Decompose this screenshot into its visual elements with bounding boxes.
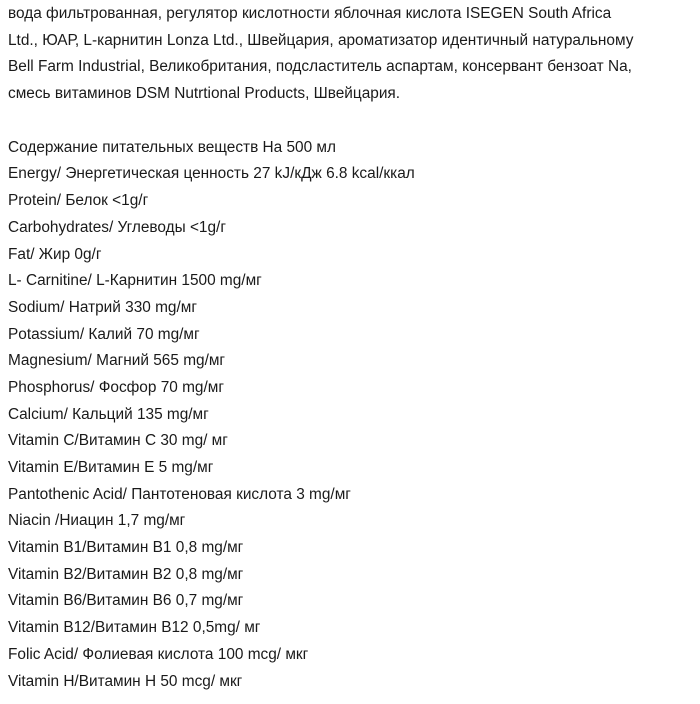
nutrition-row-carbohydrates: Carbohydrates/ Углеводы <1g/г	[8, 218, 226, 236]
nutrition-row-magnesium: Magnesium/ Магний 565 mg/мг	[8, 352, 226, 370]
nutrition-row-phosphorus: Phosphorus/ Фосфор 70 mg/мг	[8, 378, 224, 396]
nutrition-row-pantothenic-acid: Pantothenic Acid/ Пантотеновая кислота 3 mg/мг	[8, 485, 351, 503]
nutrition-row-l-carnitine: L- Carnitine/ L-Карнитин 1500 mg/мг	[8, 272, 262, 290]
nutrition-row-vitamin-e: Vitamin E/Витамин Е 5 mg/мг	[8, 459, 214, 476]
nutrition-list	[8, 135, 700, 695]
ingredients-line: Ltd., ЮАР, L-карнитин Lonza Ltd., Швейцария, ароматизатор идентичный натуральному	[8, 31, 634, 49]
nutrition-row-potassium: Potassium/ Калий 70 mg/мг	[8, 325, 200, 343]
nutrition-row-vitamin-b1: Vitamin B1/Витамин В1 0,8 mg/мг	[8, 539, 244, 557]
nutrition-row-vitamin-b2: Vitamin B2/Витамин В2 0,8 mg/мг	[8, 565, 244, 583]
nutrition-row-calcium: Calcium/ Кальций 135 mg/мг	[8, 405, 209, 423]
nutrition-row-vitamin-b12: Vitamin B12/Витамин В12 0,5mg/ мг	[8, 619, 261, 637]
ingredients-paragraph	[8, 1, 700, 108]
nutrition-row-protein: Protein/ Белок <1g/г	[8, 192, 149, 210]
nutrition-row-vitamin-b6: Vitamin B6/Витамин В6 0,7 mg/мг	[8, 592, 244, 610]
ingredients-line: Bell Farm Industrial, Великобритания, подсластитель аспартам, консервант бензоат Na,	[8, 58, 632, 76]
nutrition-row-fat: Fat/ Жир 0g/г	[8, 245, 102, 263]
nutrition-row-folic-acid: Folic Acid/ Фолиевая кислота 100 mcg/ мкг	[8, 645, 309, 663]
nutrition-row-vitamin-h: Vitamin H/Витамин Н 50 mcg/ мкг	[8, 672, 243, 690]
nutrition-row-niacin: Niacin /Ниацин 1,7 mg/мг	[8, 512, 186, 530]
nutrition-row-energy: Energy/ Энергетическая ценность 27 kJ/кДж 6.8 kcal/ккал	[8, 165, 415, 183]
nutrition-heading: Содержание питательных веществ На 500 мл	[8, 138, 336, 156]
ingredients-line: смесь витаминов DSM Nutrtional Products, Швейцария.	[8, 85, 401, 103]
nutrition-row-vitamin-c: Vitamin C/Витамин С 30 mg/ мг	[8, 432, 228, 450]
paragraph-spacer	[8, 108, 700, 135]
ingredients-line: вода фильтрованная, регулятор кислотности яблочная кислота ISEGEN South Africa	[8, 5, 612, 22]
nutrition-row-sodium: Sodium/ Натрий 330 mg/мг	[8, 298, 197, 316]
